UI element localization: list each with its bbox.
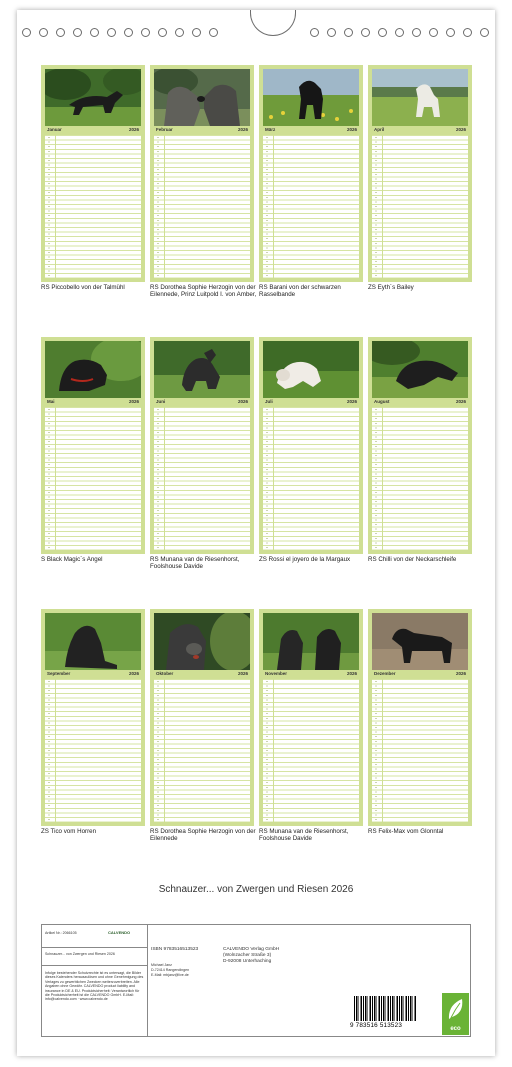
divider [42, 947, 148, 948]
eco-label: eco [450, 1026, 461, 1032]
day-grid [372, 407, 468, 550]
leaf-icon [446, 997, 465, 1022]
calendar-title: Schnauzer... von Zwergen und Riesen 2026 [158, 884, 354, 895]
month-card-april [368, 65, 472, 282]
eco-badge [442, 993, 469, 1035]
hanger-cutout [250, 10, 296, 36]
imprint-author-column [148, 925, 221, 1036]
month-card-maerz [259, 65, 363, 282]
month-name: Mai [47, 399, 55, 404]
month-year: 2026 [346, 671, 357, 676]
legal-notice: Infolge bestehender Schutzrechte ist es untersagt, die Bilder dieses Kalenders herauszulösen und ohne Genehmigung des Verlages zu gewerblichen Zwecken weiterzuverbreiten. Alle Angaben ohne Gewähr. CALVENDO product liability and insurance in DE & EU. Produktsicherheit: Verantwortlich für die Produktsicherheit ist die CALVENDO GmbH. E-Mail: info@calvendo.com · www.calvendo.de [45, 971, 144, 1002]
month-header [45, 126, 141, 135]
month-card-november [259, 609, 363, 826]
month-name: Juni [156, 399, 166, 404]
month-year: 2026 [237, 127, 248, 132]
day-grid [45, 135, 141, 278]
imprint-box [41, 924, 471, 1037]
month-photo [263, 613, 359, 670]
month-name: Januar [47, 127, 62, 132]
month-photo [154, 69, 250, 126]
photo-caption: RS Dorothea Sophie Herzogin von der Eilennede, Prinz Luitpold I. von Amber, [150, 284, 257, 299]
month-header [372, 398, 468, 407]
month-name: November [265, 671, 288, 676]
month-year: 2026 [128, 399, 139, 404]
photo-caption: S Black Magic´s Angel [41, 556, 103, 563]
binding-hole [480, 28, 489, 37]
binding-hole [22, 28, 31, 37]
binding-hole [446, 28, 455, 37]
month-header [154, 670, 250, 679]
month-name: April [374, 127, 385, 132]
binding-hole [124, 28, 133, 37]
month-name: Oktober [156, 671, 174, 676]
month-card-august [368, 337, 472, 554]
binding-hole [327, 28, 336, 37]
article-number: Artikel Nr.: 2066105 [45, 931, 77, 935]
month-year: 2026 [128, 127, 139, 132]
month-name: August [374, 399, 390, 404]
month-header [45, 398, 141, 407]
binding-hole [141, 28, 150, 37]
day-grid [154, 135, 250, 278]
photo-caption: RS Munana van de Riesenhorst, Foolshouse Davide [259, 828, 349, 843]
binding-hole [175, 28, 184, 37]
photo-caption: RS Dorothea Sophie Herzogin von der Eilennede [150, 828, 256, 843]
binding-hole [90, 28, 99, 37]
calvendo-logo: CALVENDO [108, 930, 131, 935]
month-header [372, 126, 468, 135]
month-year: 2026 [455, 399, 466, 404]
binding-hole [192, 28, 201, 37]
month-year: 2026 [237, 671, 248, 676]
binding-hole [39, 28, 48, 37]
month-card-juni [150, 337, 254, 554]
month-header [372, 670, 468, 679]
imprint-info-column [42, 925, 148, 1036]
day-grid [263, 679, 359, 822]
imprint-subtitle: Schnauzer... von Zwergen und Riesen 2026 [45, 952, 115, 956]
month-photo [45, 69, 141, 126]
month-photo [263, 69, 359, 126]
imprint-publisher-column [221, 925, 321, 1036]
binding-hole [429, 28, 438, 37]
month-card-dezember [368, 609, 472, 826]
binding-hole [378, 28, 387, 37]
photo-caption: ZS Rossi el joyero de la Margaux [259, 556, 351, 563]
month-photo [372, 69, 468, 126]
publisher-city: D-92008 Unterhaching [223, 959, 272, 964]
month-card-januar [41, 65, 145, 282]
barcode-bars [354, 996, 416, 1021]
binding-hole [73, 28, 82, 37]
month-card-juli [259, 337, 363, 554]
month-name: Dezember [374, 671, 396, 676]
binding-hole [344, 28, 353, 37]
photo-caption: RS Felix-Max vom Glonntal [368, 828, 444, 835]
day-grid [45, 407, 141, 550]
month-photo [372, 613, 468, 670]
calendar-page [17, 10, 495, 1056]
month-card-september [41, 609, 145, 826]
author-name: Michael Janz [151, 963, 172, 967]
binding-hole [107, 28, 116, 37]
month-photo [154, 341, 250, 398]
photo-caption: ZS Tico vom Horren [41, 828, 97, 835]
month-photo [45, 613, 141, 670]
month-year: 2026 [237, 399, 248, 404]
day-grid [263, 407, 359, 550]
day-grid [45, 679, 141, 822]
photo-caption: RS Munana van de Riesenhorst, Foolshouse Davide [150, 556, 240, 571]
binding-hole [395, 28, 404, 37]
month-year: 2026 [346, 127, 357, 132]
photo-caption: RS Barani von der schwarzen Rasselbande [259, 284, 341, 299]
binding-hole [56, 28, 65, 37]
author-address: D-72414 Rangendingen [151, 968, 190, 972]
publisher-name: CALVENDO Verlag GmbH [223, 947, 280, 952]
day-grid [154, 679, 250, 822]
month-year: 2026 [455, 671, 466, 676]
publisher-street: (Wolnzacher Straße 3) [223, 953, 272, 958]
isbn-barcode [350, 996, 418, 1028]
isbn: ISBN 9783516513523 [151, 947, 199, 952]
photo-caption: RS Piccobello von der Talmühl [41, 284, 125, 291]
month-photo [263, 341, 359, 398]
photo-caption: ZS Eyth´s Bailey [368, 284, 414, 291]
month-year: 2026 [455, 127, 466, 132]
binding-hole [310, 28, 319, 37]
month-name: Juli [265, 399, 273, 404]
binding-hole [412, 28, 421, 37]
month-year: 2026 [128, 671, 139, 676]
binding-hole [463, 28, 472, 37]
day-grid [154, 407, 250, 550]
month-card-februar [150, 65, 254, 282]
binding-hole [209, 28, 218, 37]
photo-caption: RS Chilli von der Neckarschleife [368, 556, 457, 563]
month-header [45, 670, 141, 679]
month-card-mai [41, 337, 145, 554]
month-name: März [265, 127, 276, 132]
day-grid [372, 679, 468, 822]
month-photo [45, 341, 141, 398]
month-name: September [47, 671, 71, 676]
month-name: Februar [156, 127, 173, 132]
month-header [263, 126, 359, 135]
month-year: 2026 [346, 399, 357, 404]
month-photo [372, 341, 468, 398]
month-header [154, 126, 250, 135]
author-email: E-Mail: mbjanz@live.de [151, 973, 189, 977]
month-header [263, 670, 359, 679]
day-grid [372, 135, 468, 278]
barcode-digits: 9 783516 513523 [350, 1022, 403, 1029]
month-header [154, 398, 250, 407]
month-photo [154, 613, 250, 670]
month-card-oktober [150, 609, 254, 826]
month-header [263, 398, 359, 407]
binding-hole [361, 28, 370, 37]
divider [42, 965, 148, 966]
binding-hole [158, 28, 167, 37]
day-grid [263, 135, 359, 278]
